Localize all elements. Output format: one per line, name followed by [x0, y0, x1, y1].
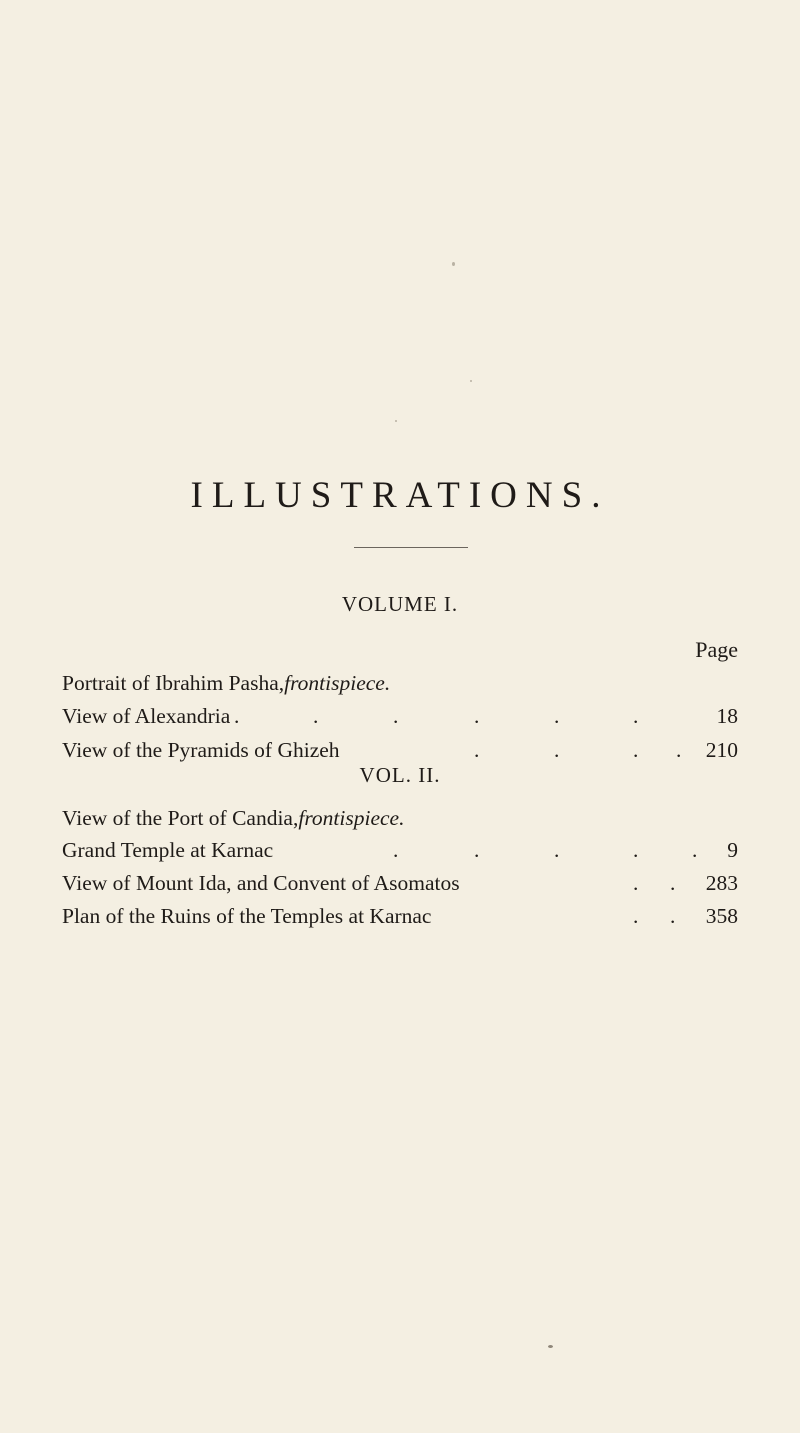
leader-dot: .	[554, 738, 560, 762]
paper-speck	[548, 1345, 553, 1348]
list-item	[62, 904, 738, 932]
leader-dot: .	[633, 838, 639, 862]
paper-speck	[470, 380, 472, 382]
leader-dot: .	[633, 871, 639, 895]
list-item	[62, 738, 738, 766]
entry-note: frontispiece.	[284, 671, 391, 695]
list-item	[62, 838, 738, 866]
entry-page-number: 18	[716, 704, 738, 728]
leader-dot: .	[474, 704, 480, 728]
leader-dot: .	[234, 704, 240, 728]
leader-dot: .	[633, 704, 639, 728]
title-divider	[354, 547, 468, 548]
entry-title: Plan of the Ruins of the Temples at Karnac	[62, 904, 432, 928]
paper-speck	[452, 262, 455, 266]
entry-title: Grand Temple at Karnac	[62, 838, 274, 862]
entry-title: View of the Port of Candia,frontispiece.	[62, 806, 405, 830]
leader-dot: .	[554, 838, 560, 862]
page-column-label: Page	[695, 637, 738, 662]
leader-dot: .	[676, 738, 682, 762]
page-title: ILLUSTRATIONS.	[190, 475, 610, 516]
leader-dot: .	[554, 704, 560, 728]
leader-dot: .	[692, 838, 698, 862]
entry-note: frontispiece.	[298, 806, 405, 830]
list-item	[62, 871, 738, 899]
leader-dot: .	[670, 904, 676, 928]
entry-page-number: 9	[727, 838, 738, 862]
leader-dot: .	[474, 838, 480, 862]
entry-page-number: 358	[705, 904, 738, 928]
volume-2-heading: VOL. II.	[359, 763, 441, 787]
leader-dot: .	[393, 838, 399, 862]
entry-title: View of Alexandria	[62, 704, 231, 728]
list-item	[62, 704, 738, 732]
leader-dot: .	[633, 738, 639, 762]
leader-dot: .	[313, 704, 319, 728]
list-item	[62, 671, 738, 699]
leader-dot: .	[670, 871, 676, 895]
volume-1-heading: VOLUME I.	[341, 592, 459, 616]
leader-dot: .	[474, 738, 480, 762]
entry-page-number: 210	[705, 738, 738, 762]
paper-speck	[395, 420, 397, 422]
list-item	[62, 806, 738, 834]
entry-title: View of Mount Ida, and Convent of Asomatos	[62, 871, 460, 895]
entry-page-number: 283	[705, 871, 738, 895]
leader-dot: .	[633, 904, 639, 928]
entry-title: Portrait of Ibrahim Pasha,frontispiece.	[62, 671, 391, 695]
entry-title: View of the Pyramids of Ghizeh	[62, 738, 340, 762]
leader-dot: .	[393, 704, 399, 728]
